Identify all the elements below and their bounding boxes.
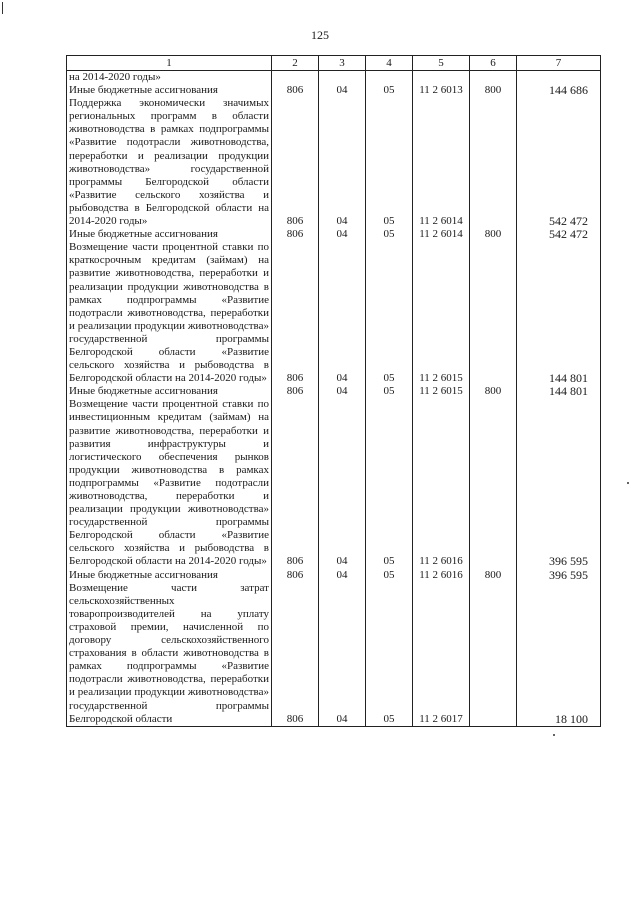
subsection-code: 05 [366,582,413,727]
table-row [67,97,601,228]
amount: 542 472 [517,228,601,241]
target-article-code: 11 2 6017 [413,582,470,727]
subsection-code: 05 [366,241,413,385]
ministry-code: 806 [272,582,319,727]
row-description: Возмещение части процентной ставки по краткосрочным кредитам (займам) на развитие животноводства, переработки и реализации продукции животноводства в рамках подпрограммы «Развитие подотрасли животноводства, переработки и реализации продукции животноводства» государственной программы Белгородской области «Развитие сельского хозяйства и рыбоводства в Белгородской области на 2014-2020 годы» [67,241,272,385]
expense-type-code: 800 [470,84,517,97]
column-header: 4 [366,56,413,71]
target-article-code: 11 2 6015 [413,241,470,385]
row-description: Иные бюджетные ассигнования [67,84,272,97]
subsection-code: 05 [366,97,413,228]
section-code: 04 [319,241,366,385]
subsection-code: 05 [366,569,413,582]
amount: 18 100 [517,582,601,727]
amount: 144 801 [517,241,601,385]
page-number: 125 [311,28,329,42]
table-row [67,71,601,85]
row-description: на 2014-2020 годы» [67,71,272,85]
column-header: 2 [272,56,319,71]
ministry-code: 806 [272,97,319,228]
expense-type-code [470,398,517,568]
expense-type-code: 800 [470,228,517,241]
column-header: 6 [470,56,517,71]
section-code: 04 [319,385,366,398]
target-article-code: 11 2 6015 [413,385,470,398]
amount: 542 472 [517,97,601,228]
amount: 144 801 [517,385,601,398]
section-code: 04 [319,228,366,241]
expense-type-code: 800 [470,385,517,398]
row-description: Иные бюджетные ассигнования [67,228,272,241]
table-row [67,385,601,398]
target-article-code: 11 2 6013 [413,84,470,97]
amount: 396 595 [517,569,601,582]
scan-dot [627,482,629,484]
row-description: Поддержка экономически значимых региональных программ в области животноводства в рамках подпрограммы «Развитие подотрасли животноводства, переработки и реализации продукции животноводства» государственной программы Белгородской области «Развитие сельского хозяйства и рыбоводства в Белгородской области на 2014-2020 годы» [67,97,272,228]
table-row [67,569,601,582]
amount: 144 686 [517,84,601,97]
ministry-code: 806 [272,241,319,385]
subsection-code: 05 [366,84,413,97]
scan-dot [553,734,555,736]
expense-type-code: 800 [470,569,517,582]
budget-table [66,55,601,727]
expense-type-code [470,582,517,727]
subsection-code: 05 [366,398,413,568]
binder-mark [2,2,3,14]
expense-type-code [470,241,517,385]
header-row [67,56,601,71]
column-header: 5 [413,56,470,71]
target-article-code: 11 2 6014 [413,97,470,228]
expense-type-code [470,97,517,228]
table-row [67,228,601,241]
target-article-code: 11 2 6014 [413,228,470,241]
table-row [67,84,601,97]
column-header: 7 [517,56,601,71]
row-description: Возмещение части процентной ставки по инвестиционным кредитам (займам) на развитие животноводства, переработки и развития инфраструктуры и логистического обеспечения рынков продукции животноводства в рамках подпрограммы «Развитие подотрасли животноводства, переработки и реализации продукции животноводства» государственной программы Белгородской области «Развитие сельского хозяйства и рыбоводства в Белгородской области на 2014-2020 годы» [67,398,272,568]
target-article-code: 11 2 6016 [413,398,470,568]
section-code: 04 [319,569,366,582]
section-code: 04 [319,398,366,568]
ministry-code: 806 [272,84,319,97]
ministry-code: 806 [272,385,319,398]
column-header: 1 [67,56,272,71]
table-row [67,398,601,568]
ministry-code: 806 [272,228,319,241]
column-header: 3 [319,56,366,71]
subsection-code: 05 [366,385,413,398]
ministry-code: 806 [272,569,319,582]
table-row [67,241,601,385]
row-description: Возмещение части затрат сельскохозяйственных товаропроизводителей на уплату страховой премии, начисленной по договору сельскохозяйственного страхования в области животноводства в рамках подпрограммы «Развитие подотрасли животноводства, переработки и реализации продукции животноводства» государственной программы Белгородской области [67,582,272,727]
section-code: 04 [319,582,366,727]
ministry-code: 806 [272,398,319,568]
row-description: Иные бюджетные ассигнования [67,569,272,582]
table-row [67,582,601,727]
subsection-code: 05 [366,228,413,241]
target-article-code: 11 2 6016 [413,569,470,582]
section-code: 04 [319,97,366,228]
amount: 396 595 [517,398,601,568]
section-code: 04 [319,84,366,97]
row-description: Иные бюджетные ассигнования [67,385,272,398]
